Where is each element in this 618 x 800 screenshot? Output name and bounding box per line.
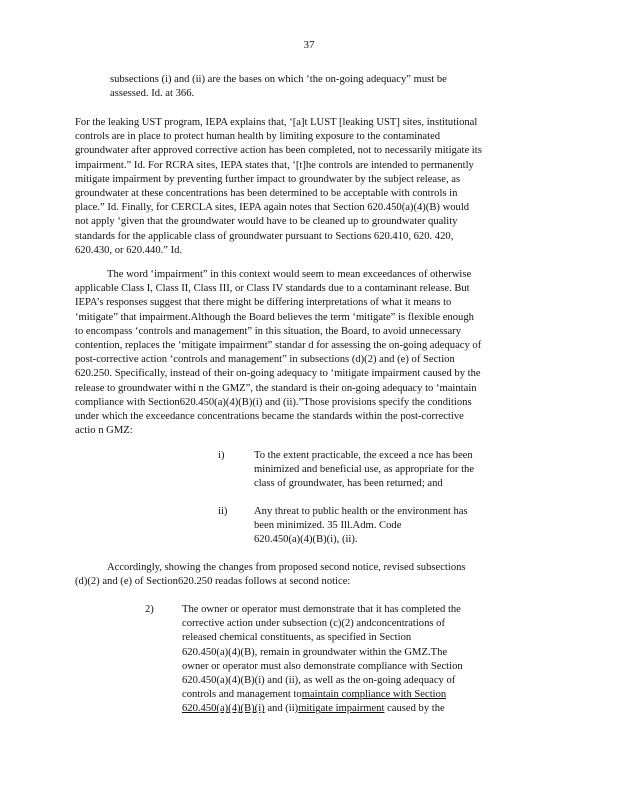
text-line: controls are in place to protect human health by limiting exposure to the contaminated [75, 131, 441, 143]
text-line: not apply ‘given that the groundwater would have to be cleaned up to groundwater quality [75, 216, 458, 228]
text-segment: and (ii) [264, 703, 299, 715]
text-line: ‘mitigate” that impairment.Although the Board believes the term ‘mitigate” is flexible enough [75, 311, 474, 323]
text-line: owner or operator must also demonstrate compliance with Section [182, 660, 463, 672]
text-line: The owner or operator must demonstrate that it has completed the [182, 604, 461, 615]
text-line: impairment.” Id. For RCRA sites, IEPA states that, ‘[t]he controls are intended to permanently [75, 159, 474, 171]
underlined-insertion: 620.450(a)(4)(B)(i) [182, 703, 265, 715]
text-line [182, 702, 482, 716]
page-number: 37 [303, 39, 315, 51]
underlined-insertion: mitigate impairment [298, 703, 385, 715]
text-line: post-corrective action ‘controls and management” in subsections (d)(2) and (e) of Section [75, 354, 455, 366]
text-line: 620.450(a)(4)(B)(i), (ii). [254, 534, 358, 546]
intro-paragraph [110, 73, 490, 101]
text-line [182, 688, 482, 702]
text-line: contention, replaces the ‘mitigate impairment” standar d for assessing the on-going adequacy of [75, 340, 482, 352]
list-item-number: i) [218, 450, 225, 461]
paragraph-impairment [75, 268, 535, 438]
text-line: The word ‘impairment” in this context would seem to mean exceedances of otherwise [107, 269, 472, 280]
list-item-number: 2) [145, 604, 154, 615]
text-line: compliance with Section620.450(a)(4)(B)(i) and (ii).”Those provisions specify the conditions [75, 396, 472, 408]
text-line: 620.450(a)(4)(B)(i) and (ii), as well as the on-going adequacy of [182, 675, 456, 687]
text-line: minimized and beneficial use, as appropriate for the [254, 464, 475, 476]
text-line: subsections (i) and (ii) are the bases on which ‘the on-going adequacy” must be [110, 74, 447, 85]
text-line: 620.450(a)(4)(B), remain in groundwater within the GMZ.The [182, 646, 448, 658]
text-segment: controls and management to [182, 689, 302, 701]
text-line: mitigate impairment by preventing further impact to groundwater by the subject release, as [75, 173, 461, 185]
list-item-ii [254, 505, 504, 548]
text-line: 620.250. Specifically, instead of their on-going adequacy to ‘mitigate impairment caused by the [75, 368, 481, 380]
text-line: actio n GMZ: [75, 425, 133, 437]
text-line: assessed. Id. at 366. [110, 88, 195, 100]
list-item-i [254, 449, 504, 492]
list-item-number: ii) [218, 506, 228, 517]
text-line: to encompass ‘controls and management” in this situation, the Board, to avoid unnecessary [75, 325, 461, 337]
text-line: groundwater after approved corrective action has been completed, not to necessarily mitigate its [75, 145, 482, 157]
text-line: place.” Id. Finally, for CERCLA sites, IEPA again notes that Section 620.450(a)(4)(B) would [75, 202, 470, 214]
text-line: Any threat to public health or the environment has [254, 506, 468, 517]
text-line: For the leaking UST program, IEPA explains that, ‘[a]t LUST [leaking UST] sites, institutional [75, 117, 478, 128]
text-line: been minimized. 35 Ill.Adm. Code [254, 520, 402, 532]
text-line: 620.430, or 620.440.” Id. [75, 244, 183, 256]
paragraph-ust-program [75, 116, 535, 258]
text-line: (d)(2) and (e) of Section620.250 readas follows at second notice: [75, 576, 351, 588]
text-line: Accordingly, showing the changes from proposed second notice, revised subsections [107, 562, 466, 573]
underlined-insertion: maintain compliance with Section [301, 689, 447, 701]
text-line: class of groundwater, has been returned; and [254, 478, 443, 490]
text-line: applicable Class I, Class II, Class III, or Class IV standards due to a contaminant release. But [75, 283, 470, 295]
text-line: corrective action under subsection (c)(2) andconcentrations of [182, 618, 445, 630]
text-line: To the extent practicable, the exceed a nce has been [254, 450, 473, 461]
text-segment: caused by the [384, 703, 445, 715]
text-line: under which the exceedance concentrations became the standards within the post-corrective [75, 411, 464, 423]
list-item-2 [182, 603, 482, 717]
text-line: IEPA’s responses suggest that there might be differing interpretations of what it means to [75, 297, 452, 309]
paragraph-accordingly [75, 561, 535, 589]
text-line: release to groundwater withi n the GMZ”, the standard is their on-going adequacy to ‘maintain [75, 382, 477, 394]
text-line: released chemical constituents, as specified in Section [182, 632, 412, 644]
text-line: standards for the applicable class of groundwater pursuant to Sections 620.410, 620. 420, [75, 230, 454, 242]
text-line: groundwater at these concentrations has been determined to be acceptable with controls in [75, 188, 458, 200]
